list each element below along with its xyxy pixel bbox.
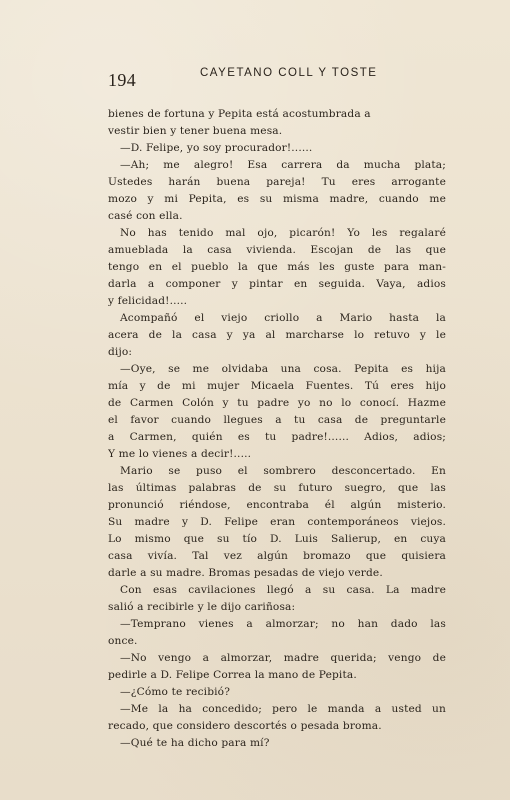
text-line: tengo en el pueblo la que más les guste para man-	[108, 261, 446, 273]
text-line: —Temprano vienes a almorzar; no han dado las	[120, 618, 446, 630]
text-line: acera de la casa y ya al marcharse lo retuvo y le	[108, 329, 446, 341]
page-number: 194	[108, 70, 137, 90]
text-line: casé con ella.	[108, 210, 183, 222]
text-line: amueblada la casa vivienda. Escojan de las que	[108, 244, 446, 256]
text-line: Mario se puso el sombrero desconcertado. En	[120, 465, 446, 477]
text-line: pedirle a D. Felipe Correa la mano de Pepita.	[108, 669, 357, 681]
text-line: darle a su madre. Bromas pesadas de viejo verde.	[108, 567, 383, 579]
text-line: —Oye, se me olvidaba una cosa. Pepita es hija	[120, 363, 446, 375]
text-line: —Ah; me alegro! Esa carrera da mucha plata;	[120, 159, 446, 171]
page-header	[108, 64, 446, 88]
text-line: Lo mismo que su tío D. Luis Salierup, en cuya	[108, 533, 446, 545]
text-line: las últimas palabras de su futuro suegro, que las	[108, 482, 446, 494]
body-text	[108, 106, 446, 752]
text-line: pronunció riéndose, encontraba él algún misterio.	[108, 499, 446, 511]
text-line: Y me lo vienes a decir!.....	[108, 448, 252, 460]
text-line: —D. Felipe, yo soy procurador!......	[120, 142, 313, 154]
text-line: y felicidad!.....	[108, 295, 188, 307]
text-line: Con esas cavilaciones llegó a su casa. La madre	[120, 584, 446, 596]
text-line: mozo y mi Pepita, es su misma madre, cuando me	[108, 193, 446, 205]
text-line: dijo:	[108, 346, 133, 358]
text-line: Ustedes harán buena pareja! Tu eres arrogante	[108, 176, 446, 188]
text-line: vestir bien y tener buena mesa.	[108, 125, 283, 137]
text-line: —¿Cómo te recibió?	[120, 686, 231, 698]
text-line: recado, que considero descortés o pesada broma.	[108, 720, 382, 732]
text-line: a Carmen, quién es tu padre!...... Adios, adios;	[108, 431, 446, 443]
text-line: —Qué te ha dicho para mí?	[120, 737, 270, 749]
text-line: Su madre y D. Felipe eran contemporáneos viejos.	[108, 516, 446, 528]
text-line: casa vivía. Tal vez algún bromazo que quisiera	[108, 550, 446, 562]
text-line: —No vengo a almorzar, madre querida; vengo de	[120, 652, 446, 664]
text-line: salió a recibirle y le dijo cariñosa:	[108, 601, 296, 613]
text-line: darla a componer y pintar en seguida. Vaya, adios	[108, 278, 446, 290]
text-line: mía y de mi mujer Micaela Fuentes. Tú eres hijo	[108, 380, 446, 392]
text-line: el favor cuando llegues a tu casa de preguntarle	[108, 414, 446, 426]
text-line: Acompañó el viejo criollo a Mario hasta la	[120, 312, 446, 324]
text-line: de Carmen Colón y tu padre yo no lo conocí. Hazme	[108, 397, 446, 409]
text-line: bienes de fortuna y Pepita está acostumbrada a	[108, 108, 371, 120]
text-line: —Me la ha concedido; pero le manda a usted un	[120, 703, 446, 715]
running-head: CAYETANO COLL Y TOSTE	[200, 67, 378, 79]
text-line: once.	[108, 635, 138, 647]
text-line: No has tenido mal ojo, picarón! Yo les regalaré	[120, 227, 446, 239]
